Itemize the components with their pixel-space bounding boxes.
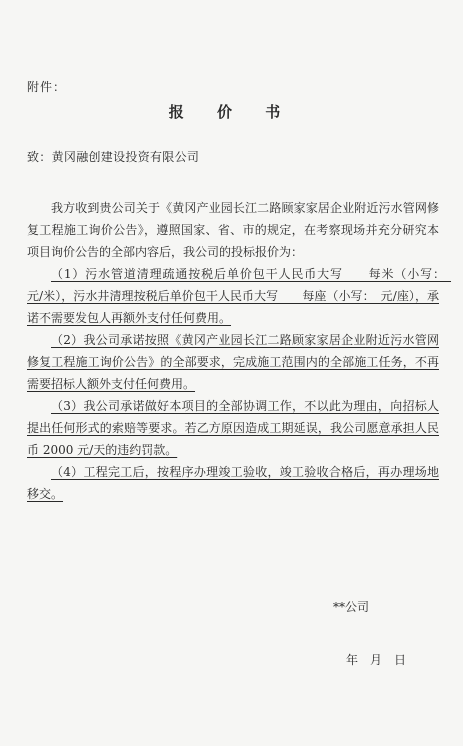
addressee-line: 致：黄冈融创建设投资有限公司: [27, 150, 200, 164]
quote-item-2: （2）我公司承诺按照《黄冈产业园长江二路顾家家居企业附近污水管网修复工程施工询价公告》的全部要求，完成施工范围内的全部施工任务，不再需要招标人额外支付任何费用。: [27, 333, 439, 391]
page-title: 报 价 书: [168, 103, 295, 121]
date-line: 年 月 日: [346, 653, 407, 667]
intro-paragraph: 我方收到贵公司关于《黄冈产业园长江二路顾家家居企业附近污水管网修复工程施工询价公告》，遵照国家、省、市的规定，在考察现场并充分研究本项目询价公告的全部内容后，我公司的投标报价为：: [27, 201, 439, 259]
quote-item-1: （1）污水管道清理疏通按税后单价包干人民币大写 每米（小写： 元/米），污水井清理按税后单价包干人民币大写 每座（小写： 元/座），承诺不需要发包人再额外支付任何费用。: [27, 267, 452, 325]
signature-company: **公司: [333, 600, 370, 614]
quotation-body: [27, 197, 452, 505]
quote-item-3: （3）我公司承诺做好本项目的全部协调工作，不以此为理由，向招标人提出任何形式的索赔等要求。若乙方原因造成工期延误，我公司愿意承担人民币 2000 元/天的违约罚款。: [27, 399, 439, 457]
quote-item-4: （4）工程完工后，按程序办理竣工验收，竣工验收合格后，再办理场地移交。: [27, 465, 439, 501]
attachment-label: 附件：: [27, 80, 67, 94]
